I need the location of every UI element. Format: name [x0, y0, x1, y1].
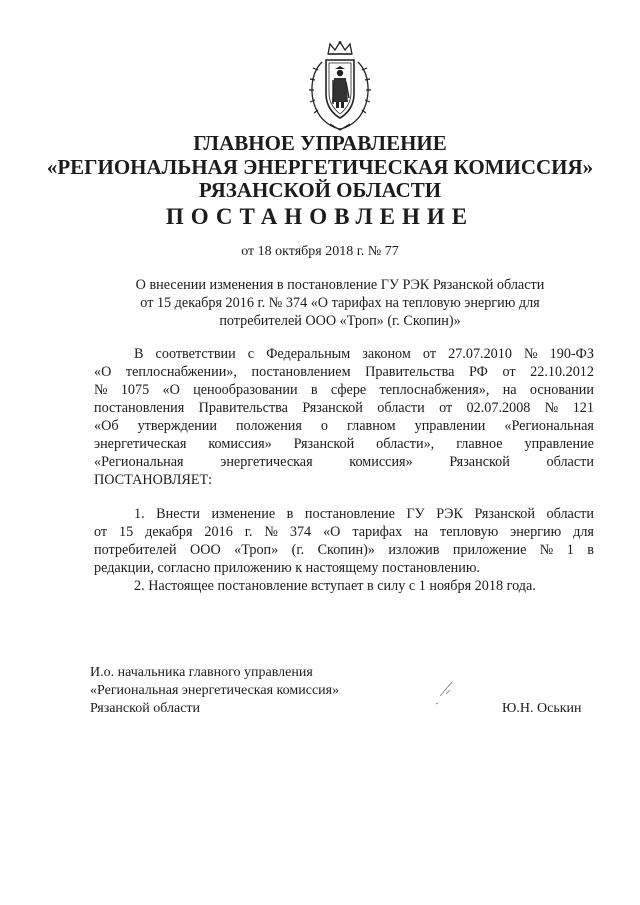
organization-name-line-2: «РЕГИОНАЛЬНАЯ ЭНЕРГЕТИЧЕСКАЯ КОМИССИЯ» [46, 155, 594, 179]
word: соответствии [155, 346, 236, 362]
subject-line: потребителей ООО «Троп» (г. Скопин)» [219, 313, 461, 329]
word: ГУ [406, 506, 425, 522]
item-line [134, 505, 594, 523]
word: потребителей [94, 542, 177, 558]
word: «Региональная [504, 418, 594, 434]
word: теплоснабжения», [379, 382, 490, 398]
word: от [502, 364, 516, 380]
word: РЭК [436, 506, 463, 522]
word: 374 [289, 524, 312, 540]
word: 121 [572, 400, 594, 416]
word: комиссия» [208, 436, 272, 452]
word: «Об [94, 418, 119, 434]
word: управлении [414, 418, 486, 434]
subject-line: О внесении изменения в постановление ГУ РЭК Рязанской области [135, 277, 545, 293]
word: управление [524, 436, 594, 452]
preamble-line-text [94, 435, 594, 453]
item-line [94, 523, 594, 541]
ryazan-coat-of-arms-emblem [300, 40, 380, 132]
preamble-line [94, 435, 594, 453]
preamble-line [94, 381, 594, 399]
word: положения [235, 418, 302, 434]
word: для [573, 524, 594, 540]
signer-position-line-3: Рязанской области [90, 701, 201, 716]
word: «Региональная [94, 454, 184, 470]
word: Скопин)» [317, 542, 375, 558]
word: на [414, 524, 429, 540]
word: области [546, 506, 594, 522]
word: от [94, 524, 108, 540]
word: в [587, 542, 594, 558]
word: в [286, 506, 294, 522]
preamble-line-text [134, 345, 594, 363]
word: декабря [145, 524, 193, 540]
preamble-line-text [94, 363, 594, 381]
preamble-line [94, 453, 594, 471]
word: изложив [388, 542, 440, 558]
word: энергию [510, 524, 562, 540]
word: 1075 [120, 382, 150, 398]
word: Рязанской [293, 436, 355, 452]
word: энергетическая [220, 454, 313, 470]
organization-name-line-3: РЯЗАНСКОЙ ОБЛАСТИ [198, 178, 442, 202]
document-subject [0, 276, 640, 330]
preamble-line [134, 345, 594, 363]
word: основании [529, 382, 594, 398]
preamble-line-text [94, 417, 594, 435]
word: Правительства [198, 400, 288, 416]
coat-of-arms-icon [300, 40, 380, 132]
word: № [544, 400, 559, 416]
word: области [546, 454, 594, 470]
preamble-line-text [94, 453, 594, 471]
word: (г. [291, 542, 305, 558]
word: Правительства [365, 364, 455, 380]
organization-name-line-1: ГЛАВНОЕ УПРАВЛЕНИЕ [193, 131, 447, 155]
document-type-title: ПОСТАНОВЛЕНИЕ [165, 204, 475, 229]
word: В [134, 346, 144, 362]
word: «О [323, 524, 341, 540]
word: области», [376, 436, 435, 452]
word: 190-ФЗ [549, 346, 594, 362]
word: области [377, 400, 425, 416]
item-line [94, 541, 594, 559]
word: энергетическая [94, 436, 187, 452]
signer-position-line-1: И.о. начальника главного управления [90, 665, 313, 680]
word: «О [162, 382, 180, 398]
word: «О [94, 364, 112, 380]
word: № [94, 382, 108, 398]
word: Внести [156, 506, 200, 522]
word: 27.07.2010 [448, 346, 512, 362]
word: приложение [452, 542, 527, 558]
word: «Троп» [234, 542, 279, 558]
document-date-number: от 18 октября 2018 г. № 77 [241, 244, 399, 259]
subject-line: от 15 декабря 2016 г. № 374 «О тарифах на тепловую энергию для [140, 295, 540, 311]
word: постановлением [251, 364, 351, 380]
preamble-line [94, 417, 594, 435]
word: РФ [469, 364, 488, 380]
word: о [320, 418, 329, 434]
word: № [524, 346, 538, 362]
signer-position-line-2: «Региональная энергетическая комиссия» [90, 683, 340, 698]
item-line: 2. Настоящее постановление вступает в силу с 1 ноября 2018 года. [134, 578, 536, 594]
word: 02.07.2008 [466, 400, 531, 416]
word: с [247, 346, 255, 362]
item-line-text [134, 505, 594, 523]
preamble-line [94, 399, 594, 417]
word: Рязанской [302, 400, 363, 416]
word: г. [244, 524, 253, 540]
word: Рязанской [474, 506, 535, 522]
word: постановления [94, 400, 185, 416]
preamble-line-text [94, 399, 594, 417]
word: утверждении [137, 418, 217, 434]
preamble-decision-word: ПОСТАНОВЛЯЕТ: [94, 472, 213, 488]
word: законом [362, 346, 411, 362]
word: 22.10.2012 [530, 364, 594, 380]
word: Федеральным [266, 346, 351, 362]
item-line-text [94, 523, 594, 541]
word: 15 [119, 524, 134, 540]
word: сфере [330, 382, 367, 398]
word: ООО [189, 542, 221, 558]
word: ценообразовании [193, 382, 298, 398]
word: тепловую [440, 524, 499, 540]
word: главное [456, 436, 503, 452]
item-line: редакции, согласно приложению к настоящему постановлению. [94, 560, 480, 576]
word: главном [347, 418, 396, 434]
item-line-text [94, 541, 594, 559]
signer-name: Ю.Н. Оськин [502, 701, 582, 716]
handwritten-signature-mark [432, 676, 462, 706]
word: 2016 [204, 524, 233, 540]
preamble-line-text [94, 381, 594, 399]
word: Рязанской [449, 454, 510, 470]
word: изменение [211, 506, 276, 522]
word: теплоснабжении», [125, 364, 237, 380]
word: комиссия» [349, 454, 413, 470]
word: тарифах [352, 524, 403, 540]
word: постановление [304, 506, 395, 522]
word: № [264, 524, 278, 540]
word: 1 [566, 542, 574, 558]
word: на [502, 382, 517, 398]
preamble-line [94, 363, 594, 381]
word: от [439, 400, 453, 416]
word: 1. [134, 506, 145, 522]
word: № [539, 542, 554, 558]
word: в [310, 382, 318, 398]
word: от [422, 346, 437, 362]
